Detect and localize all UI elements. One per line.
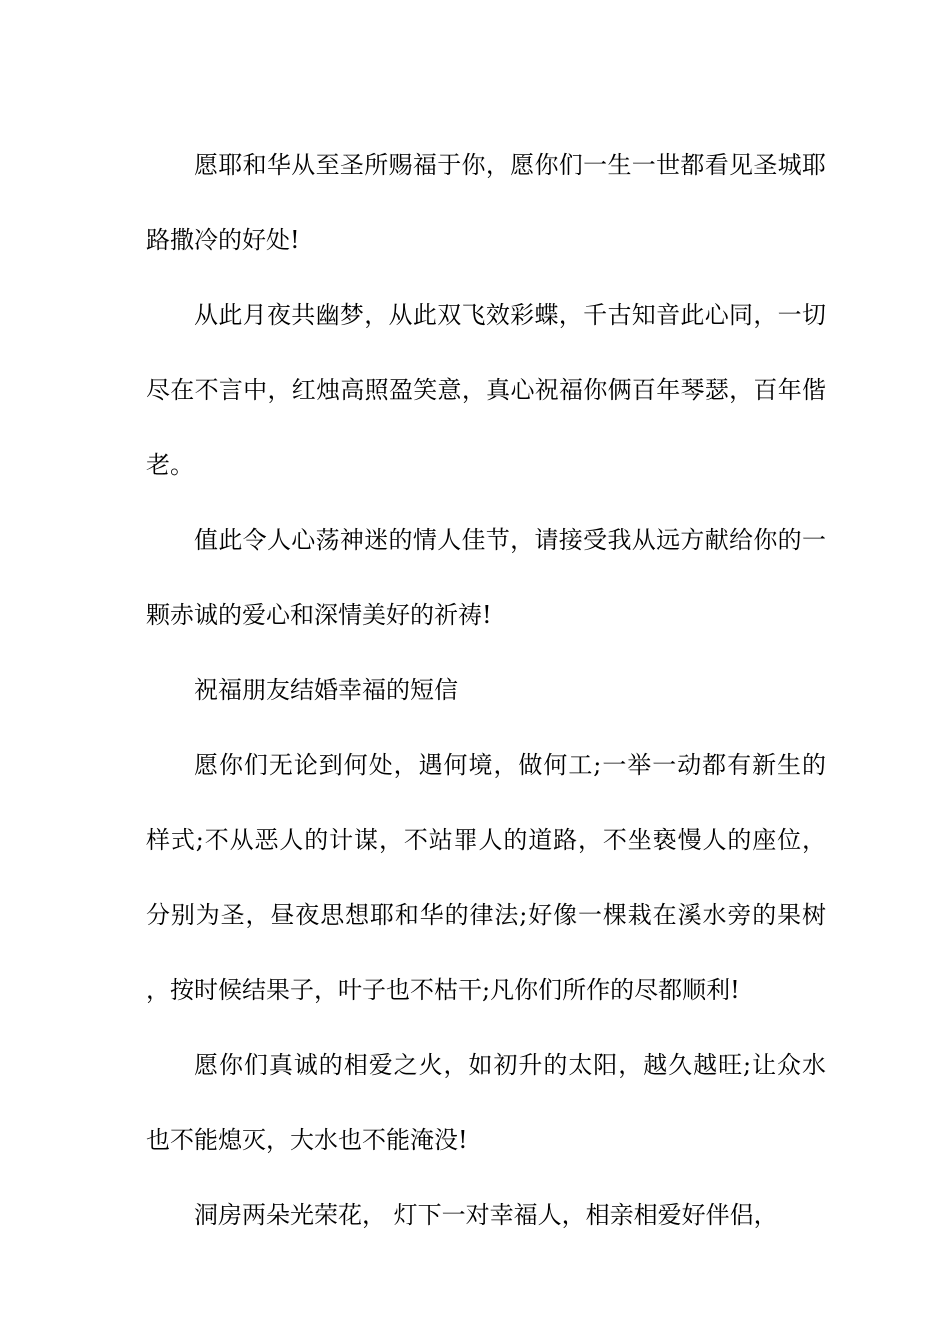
paragraph-wherever-you-go: 愿你们无论到何处，遇何境，做何工;一举一动都有新生的样式;不从恶人的计谋，不站罪人的道路，不坐亵慢人的座位，分别为圣，昼夜思想耶和华的律法;好像一棵栽在溪水旁的果树，按时候结果子，叶子也不枯干;凡你们所作的尽都顺利! <box>146 751 826 1004</box>
paragraph-fire-of-love: 愿你们真诚的相爱之火，如初升的太阳，越久越旺;让众水也不能熄灭，大水也不能淹没! <box>146 1051 826 1154</box>
section-heading: 祝福朋友结婚幸福的短信 <box>194 676 458 704</box>
paragraph-moonlit-night: 从此月夜共幽梦，从此双飞效彩蝶，千古知音此心同，一切尽在不言中，红烛高照盈笑意，真心祝福你俩百年琴瑟，百年偕老。 <box>146 301 826 479</box>
paragraph-bridal-chamber: 洞房两朵光荣花， 灯下一对幸福人，相亲相爱好伴侣， <box>194 1201 778 1229</box>
paragraph-valentines-day: 值此令人心荡神迷的情人佳节，请接受我从远方献给你的一颗赤诚的爱心和深情美好的祈祷! <box>146 526 826 629</box>
paragraph-blessing-jerusalem: 愿耶和华从至圣所赐福于你，愿你们一生一世都看见圣城耶路撒冷的好处! <box>146 151 826 254</box>
document-body <box>146 128 826 1253</box>
